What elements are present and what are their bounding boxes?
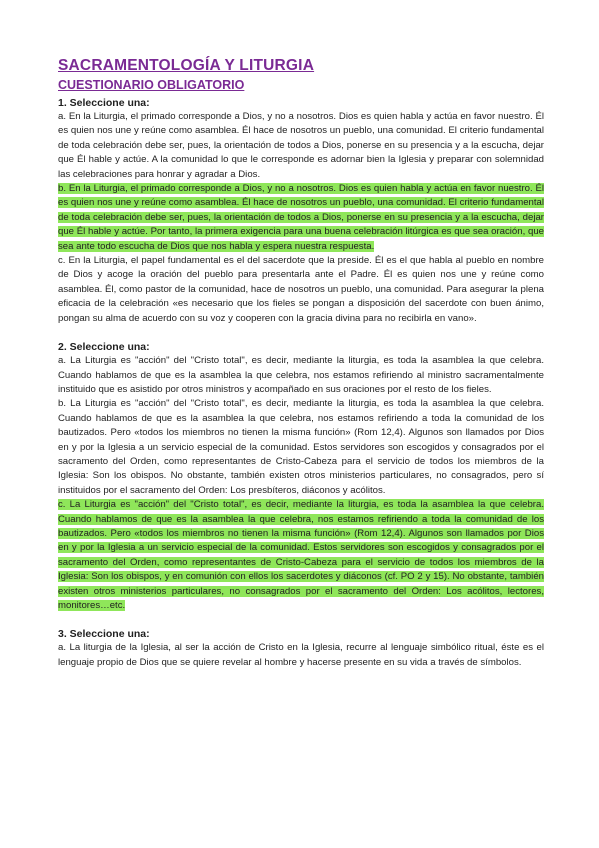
spacer bbox=[58, 326, 544, 340]
question-heading: 3. Seleccione una: bbox=[58, 628, 150, 641]
question-heading: 2. Seleccione una: bbox=[58, 341, 150, 354]
question-heading: 1. Seleccione una: bbox=[58, 97, 150, 109]
option-text: a. La Liturgia es "acción" del "Cristo total", es decir, mediante la liturgia, es toda la asamblea la que celebra. Cuando hablamos de que es la asamblea la que celebra, nos estamos refiriendo al ministro sacramentalmente instituido que es asistido por otros ministros y acompañado en sus oraciones por el resto de los fieles. bbox=[58, 355, 544, 395]
document-subtitle: CUESTIONARIO OBLIGATORIO bbox=[58, 78, 245, 92]
document-page bbox=[58, 56, 544, 670]
spacer bbox=[58, 613, 544, 627]
option-a bbox=[58, 641, 544, 670]
option-b bbox=[58, 182, 544, 254]
option-text: a. La liturgia de la Iglesia, al ser la acción de Cristo en la Iglesia, recurre al lenguaje simbólico ritual, éste es el lenguaje propio de Dios que se quiere revelar al hombre y hacerse presente en su vida a través de símbolos. bbox=[58, 642, 544, 668]
highlighted-option-text: c. La Liturgia es "acción" del "Cristo total", es decir, mediante la liturgia, es toda la asamblea la que celebra. Cuando hablamos de que es la asamblea la que celebra, nos estamos refiriendo a toda la comunidad de los bautizados. Pero «todos los miembros no tienen la misma función» (Rom 12,4). Algunos son llamados por Dios en y por la Iglesia a un servicio especial de la comunidad. Estos servidores son escogidos y consagrados por el sacramento del Orden, como representantes de Cristo-Cabeza para el servicio de todos los miembros de la Iglesia: Son los obispos, y en comunión con ellos los sacerdotes y diáconos (cf. PO 2 y 15). No obstante, también existen otros ministerios particulares, no consagrados por el sacramento del Orden: Los acólitos, lectores, monitores…etc. bbox=[58, 499, 544, 611]
option-b bbox=[58, 397, 544, 498]
option-text: b. La Liturgia es "acción" del "Cristo total", es decir, mediante la liturgia, es toda la asamblea la que celebra. Cuando hablamos de que es la asamblea la que celebra, nos estamos refiriendo a toda la comunidad de los bautizados. Pero «todos los miembros no tienen la misma función» (Rom 12,4). Algunos son llamados por Dios en y por la Iglesia a un servicio especial de la comunidad. Estos servidores son escogidos y consagrados por el sacramento del Orden, como representantes de Cristo-Cabeza para el servicio de todos los miembros de la Iglesia: Son los obispos. No obstante, también existen otros ministerios particulares, no consagrados, pero sí instituidos por el sacramento del Orden: Los presbíteros, diáconos y acólitos. bbox=[58, 398, 544, 496]
option-c bbox=[58, 498, 544, 613]
document-title: SACRAMENTOLOGÍA Y LITURGIA bbox=[58, 57, 315, 74]
option-a bbox=[58, 110, 544, 182]
question-2 bbox=[58, 340, 544, 613]
option-a bbox=[58, 354, 544, 397]
option-c bbox=[58, 254, 544, 326]
question-3 bbox=[58, 627, 544, 670]
question-1 bbox=[58, 96, 544, 326]
option-text: a. En la Liturgia, el primado corresponde a Dios, y no a nosotros. Dios es quien habla y actúa en favor nuestro. Él es quien nos une y reúne como asamblea. Él hace de nosotros un pueblo, una comunidad. El criterio fundamental de toda celebración debe ser, pues, la orientación de todos a Dios, ponerse en su presencia y a la escucha, dejar que Él hable y actúe. A la comunidad lo que le corresponde es adornar bien la Iglesia y preparar con solemnidad las celebraciones para honrar y agradar a Dios. bbox=[58, 111, 544, 180]
option-text: c. En la Liturgia, el papel fundamental es el del sacerdote que la preside. Él es el que habla al pueblo en nombre de Dios y acoge la oración del pueblo para presentarla ante el Padre. Él es quien nos une y reúne como asamblea. Él, como pastor de la comunidad, hace de nosotros un pueblo, una comunidad. Para asegurar la plena eficacia de la celebración «es necesario que los fieles se pongan a disposición del sacerdote con buen ánimo, pongan su alma de acuerdo con su voz y cooperen con la gracia divina para no recibirla en vano». bbox=[58, 255, 544, 324]
highlighted-option-text: b. En la Liturgia, el primado corresponde a Dios, y no a nosotros. Dios es quien habla y actúa en favor nuestro. Él es quien nos une y reúne como asamblea. Él hace de nosotros un pueblo, una comunidad. El criterio fundamental de toda celebración debe ser, pues, la orientación de todos a Dios, ponerse en su presencia y a la escucha, dejar que Él hable y actúe. Por tanto, la primera exigencia para una buena celebración litúrgica es que sea oración, que sea ante todo escucha de Dios que nos habla y espera nuestra respuesta. bbox=[58, 183, 544, 252]
